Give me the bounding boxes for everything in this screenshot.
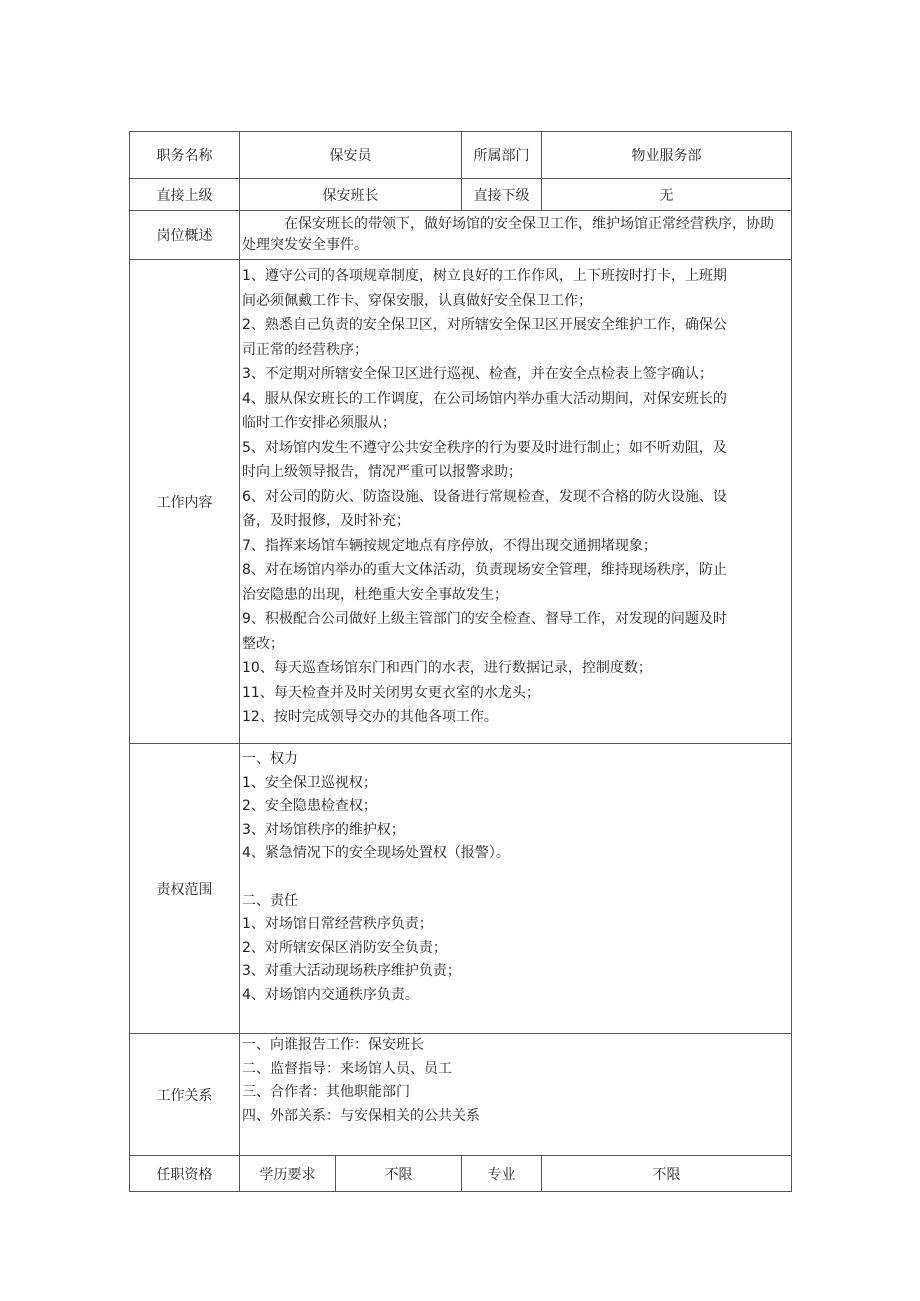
power-item: 2、安全隐患检查权；	[242, 798, 377, 814]
education-label: 学历要求	[240, 1156, 336, 1192]
duty-line: 备，及时报修，及时补充；	[242, 513, 410, 529]
powers-title: 一、权力	[242, 751, 298, 767]
spacer	[242, 866, 789, 890]
superior-value: 保安班长	[240, 179, 462, 211]
overview-label: 岗位概述	[130, 211, 240, 260]
responsibility-item: 4、对场馆内交通秩序负责。	[242, 986, 419, 1003]
subordinate-value: 无	[542, 179, 792, 211]
responsibility-item: 1、对场馆日常经营秩序负责；	[242, 916, 433, 932]
department-label: 所属部门	[462, 132, 542, 179]
responsibility-item: 3、对重大活动现场秩序维护负责；	[242, 963, 461, 979]
row-overview	[130, 211, 792, 260]
major-label: 专业	[462, 1156, 542, 1192]
duty-line: 12、按时完成领导交办的其他各项工作。	[242, 709, 498, 725]
relation-item: 四、外部关系：与安保相关的公共关系	[242, 1107, 480, 1124]
row-position	[130, 132, 792, 179]
duty-line: 2、熟悉自己负责的安全保卫区，对所辖安全保卫区开展安全维护工作，确保公	[242, 317, 727, 333]
position-value: 保安员	[240, 132, 462, 179]
department-value: 物业服务部	[542, 132, 792, 179]
duty-line: 5、对场馆内发生不遵守公共安全秩序的行为要及时进行制止；如不听劝阻，及	[242, 439, 727, 456]
duty-line: 时向上级领导报告，情况严重可以报警求助；	[242, 464, 522, 480]
duty-line: 3、不定期对所辖安全保卫区进行巡视、检查，并在安全点检表上签字确认；	[242, 366, 713, 382]
duty-line: 4、服从保安班长的工作调度，在公司场馆内举办重大活动期间，对保安班长的	[242, 390, 727, 407]
qualification-label: 任职资格	[130, 1156, 240, 1192]
power-item: 3、对场馆秩序的维护权；	[242, 821, 405, 838]
power-item: 1、安全保卫巡视权；	[242, 774, 377, 791]
duty-line: 6、对公司的防火、防盗设施、设备进行常规检查，发现不合格的防火设施、设	[242, 488, 727, 505]
row-qualification	[130, 1156, 792, 1192]
duty-line: 间必须佩戴工作卡、穿保安服，认真做好安全保卫工作；	[242, 292, 592, 309]
education-value: 不限	[336, 1156, 462, 1192]
row-relations	[130, 1034, 792, 1156]
duty-line: 10、每天巡查场馆东门和西门的水表，进行数据记录，控制度数；	[242, 660, 652, 676]
job-description-table	[129, 131, 792, 1192]
subordinate-label: 直接下级	[462, 179, 542, 211]
duty-line: 8、对在场馆内举办的重大文体活动，负责现场安全管理，维持现场秩序，防止	[242, 562, 727, 578]
duty-line: 1、遵守公司的各项规章制度，树立良好的工作作风，上下班按时打卡，上班期	[242, 268, 727, 284]
major-value: 不限	[542, 1156, 792, 1192]
authority-content	[240, 744, 792, 1034]
power-item: 4、紧急情况下的安全现场处置权（报警）。	[242, 845, 510, 861]
duty-line: 司正常的经营秩序；	[242, 341, 368, 358]
duties-label: 工作内容	[130, 260, 240, 744]
relations-content	[240, 1034, 792, 1156]
relation-item: 一、向谁报告工作：保安班长	[242, 1037, 424, 1053]
row-duties	[130, 260, 792, 744]
duty-line: 9、积极配合公司做好上级主管部门的安全检查、督导工作，对发现的问题及时	[242, 611, 727, 627]
superior-label: 直接上级	[130, 179, 240, 211]
position-label: 职务名称	[130, 132, 240, 179]
duties-content	[240, 260, 792, 744]
duty-line: 临时工作安排必须服从；	[242, 415, 396, 431]
responsibility-item: 2、对所辖安保区消防安全负责；	[242, 939, 447, 956]
row-superior	[130, 179, 792, 211]
row-authority	[130, 744, 792, 1034]
duty-line: 7、指挥来场馆车辆按规定地点有序停放，不得出现交通拥堵现象；	[242, 537, 657, 554]
duty-line: 治安隐患的出现，杜绝重大安全事故发生；	[242, 586, 508, 603]
authority-label: 责权范围	[130, 744, 240, 1034]
relation-item: 三、合作者：其他职能部门	[242, 1084, 410, 1100]
duty-line: 整改；	[242, 635, 284, 652]
relations-label: 工作关系	[130, 1034, 240, 1156]
responsibility-title: 二、责任	[242, 892, 298, 909]
duty-line: 11、每天检查并及时关闭男女更衣室的水龙头；	[242, 684, 540, 701]
relation-item: 二、监督指导：来场馆人员、员工	[242, 1060, 452, 1077]
overview-text: 在保安班长的带领下，做好场馆的安全保卫工作，维护场馆正常经营秩序，协助处理突发安全事件。	[240, 211, 792, 260]
